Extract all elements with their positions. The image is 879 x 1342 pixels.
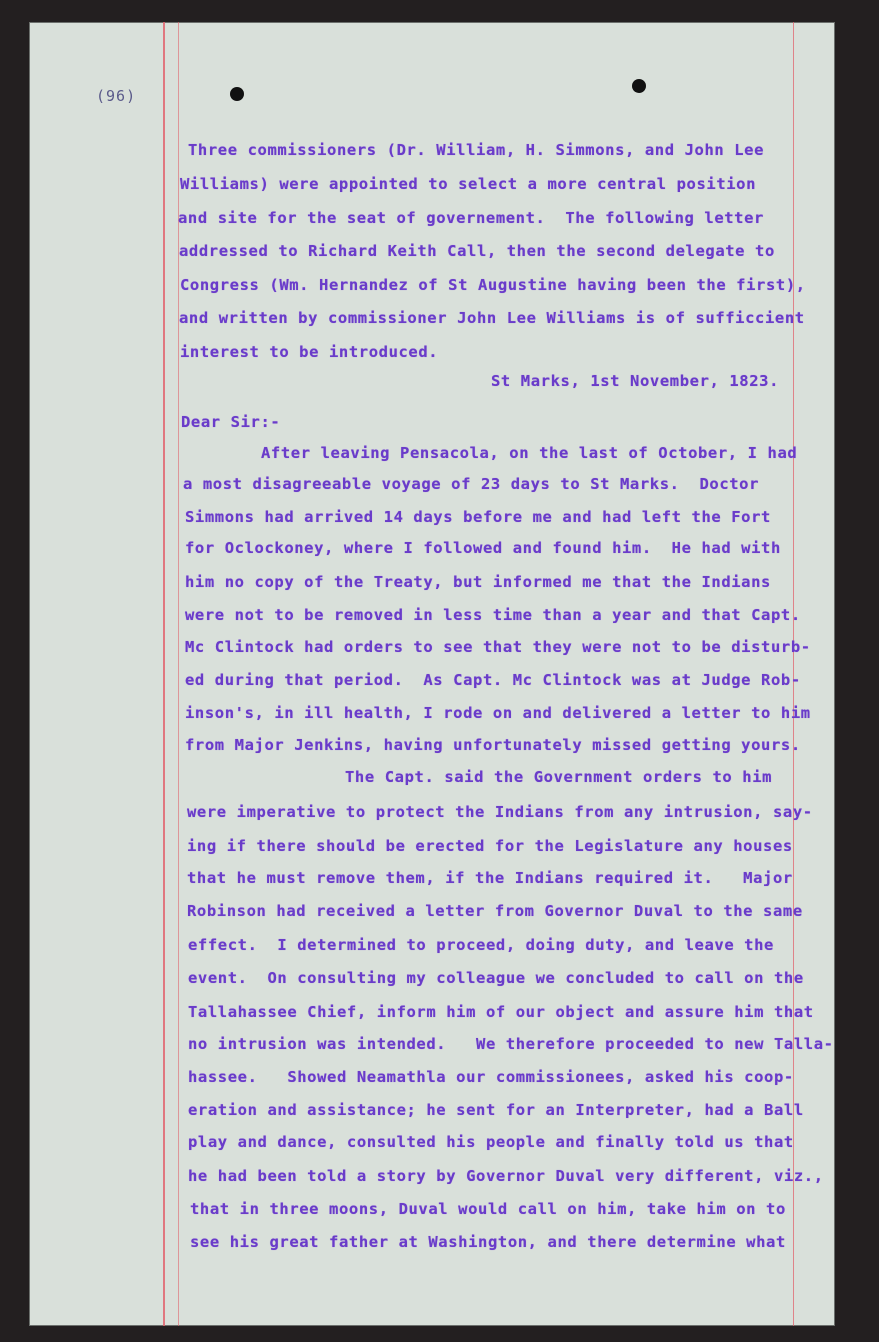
text-line: from Major Jenkins, having unfortunately missed getting yours. — [185, 736, 801, 754]
text-line: ing if there should be erected for the Legislature any houses — [187, 837, 793, 855]
text-line: hassee. Showed Neamathla our commissionees, asked his coop- — [188, 1068, 794, 1086]
text-line: event. On consulting my colleague we concluded to call on the — [188, 969, 804, 987]
text-line: After leaving Pensacola, on the last of October, I had — [261, 444, 798, 462]
text-line: interest to be introduced. — [180, 343, 439, 361]
text-line: ed during that period. As Capt. Mc Clintock was at Judge Rob- — [185, 671, 801, 689]
text-line: Williams) were appointed to select a more central position — [180, 175, 757, 193]
punch-hole-right — [632, 79, 646, 93]
text-line: effect. I determined to proceed, doing duty, and leave the — [188, 936, 774, 954]
text-line: and site for the seat of governement. The following letter — [178, 209, 764, 227]
text-line: Congress (Wm. Hernandez of St Augustine having been the first), — [180, 276, 806, 294]
text-line: a most disagreeable voyage of 23 days to St Marks. Doctor — [183, 475, 760, 493]
text-line: he had been told a story by Governor Duval very different, viz., — [188, 1167, 824, 1185]
text-line: Simmons had arrived 14 days before me and had left the Fort — [185, 508, 771, 526]
text-line: Mc Clintock had orders to see that they were not to be disturb- — [185, 638, 811, 656]
text-line: inson's, in ill health, I rode on and delivered a letter to him — [185, 704, 811, 722]
text-line: Tallahassee Chief, inform him of our object and assure him that — [188, 1003, 814, 1021]
text-line: were not to be removed in less time than a year and that Capt. — [185, 606, 801, 624]
text-line: that he must remove them, if the Indians required it. Major — [187, 869, 793, 887]
text-line: that in three moons, Duval would call on him, take him on to — [190, 1200, 786, 1218]
page-number: (96) — [96, 87, 137, 105]
text-line: The Capt. said the Government orders to him — [345, 768, 773, 786]
text-line: for Oclockoney, where I followed and found him. He had with — [185, 539, 781, 557]
dateline: St Marks, 1st November, 1823. — [491, 372, 780, 390]
text-line: see his great father at Washington, and there determine what — [190, 1233, 786, 1251]
text-line: play and dance, consulted his people and finally told us that — [188, 1133, 794, 1151]
salutation: Dear Sir:- — [181, 413, 281, 431]
punch-hole-left — [230, 87, 244, 101]
text-line: Three commissioners (Dr. William, H. Simmons, and John Lee — [188, 141, 765, 159]
text-line: no intrusion was intended. We therefore proceeded to new Talla- — [188, 1035, 834, 1053]
document-page — [29, 22, 835, 1326]
text-line: him no copy of the Treaty, but informed me that the Indians — [185, 573, 771, 591]
text-line: eration and assistance; he sent for an Interpreter, had a Ball — [188, 1101, 804, 1119]
text-line: addressed to Richard Keith Call, then the second delegate to — [179, 242, 775, 260]
text-line: and written by commissioner John Lee Williams is of sufficcient — [179, 309, 805, 327]
text-line: Robinson had received a letter from Governor Duval to the same — [187, 902, 803, 920]
text-line: were imperative to protect the Indians from any intrusion, say- — [187, 803, 813, 821]
margin-rule-left — [163, 22, 165, 1326]
